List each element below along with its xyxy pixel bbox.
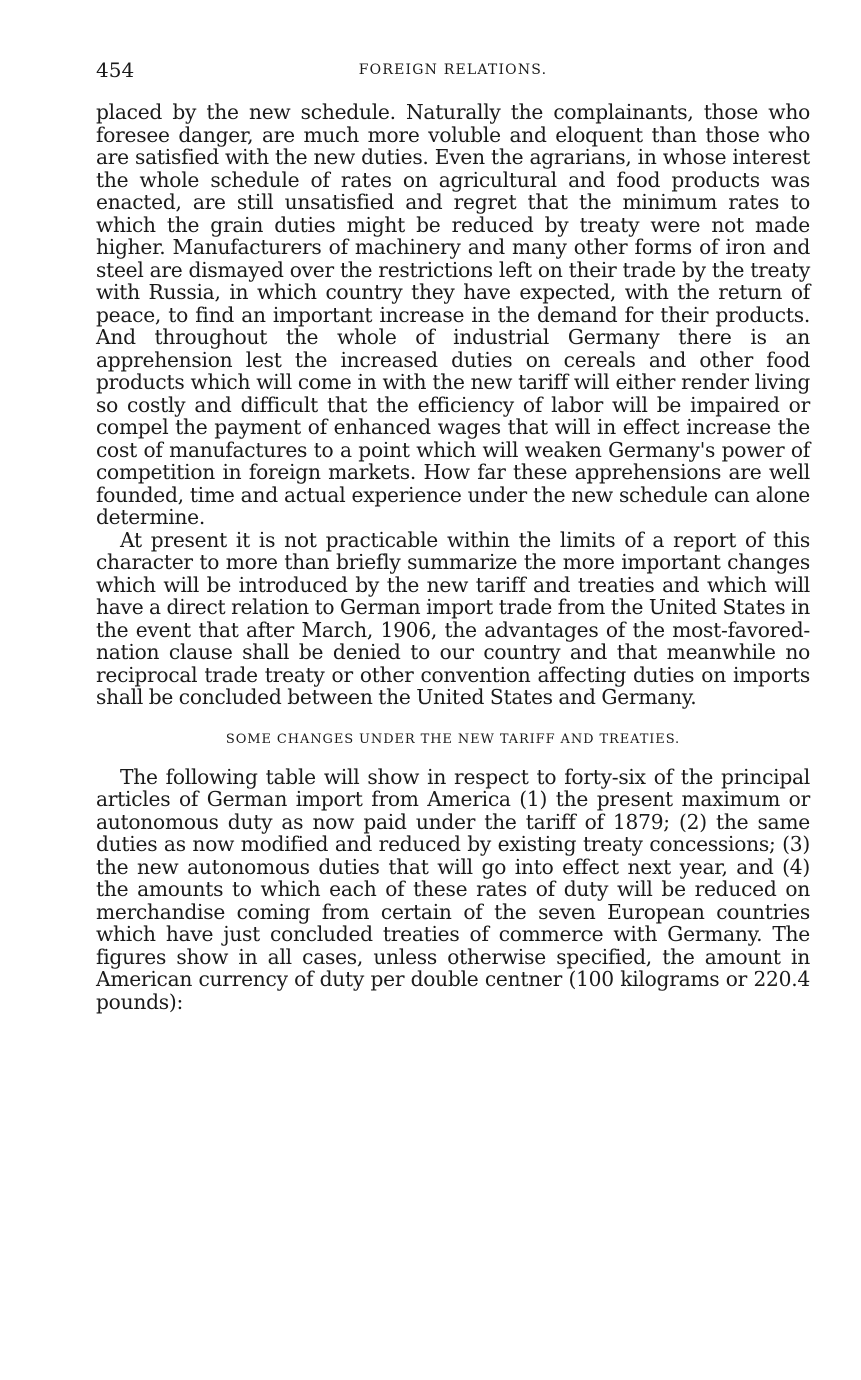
body-text [96,101,810,1013]
paragraph-summary: At present it is not practicable within the limits of a report of this character to more than briefly summarize the more important changes which will be introduced by the new tariff and treaties and which will have a direct relation to German import trade from the United States in the event that after March, 1906, the advantages of the most-favored-nation clause shall be denied to our country and that meanwhile no reciprocal trade treaty or other convention affecting duties on imports shall be concluded between the United States and Germany. [96,527,810,709]
section-heading: SOME CHANGES UNDER THE NEW TARIFF AND TREATIES. [225,731,681,747]
page-number: 454 [96,58,135,82]
page-header [96,58,810,82]
paragraph-continuation: placed by the new schedule. Naturally the complainants, those who foresee danger, are much more voluble and eloquent than those who are satisfied with the new duties. Even the agrarians, in whose interest the whole schedule of rates on agricultural and food products was enacted, are still unsatisfied and regret that the minimum rates to which the grain duties might be reduced by treaty were not made higher. Manufacturers of machinery and many other forms of iron and steel are dismayed over the restrictions left on their trade by the treaty with Russia, in which country they have expected, with the return of peace, to find an important increase in the demand for their products. And throughout the whole of industrial Germany there is an apprehension lest the increased duties on cereals and other food products which will come in with the new tariff will either render living so costly and difficult that the efficiency of labor will be impaired or compel the payment of enhanced wages that will in effect increase the cost of manufactures to a point which will weaken Germany's power of competition in foreign markets. How far these apprehensions are well founded, time and actual experience under the new schedule can alone determine. [96,100,810,529]
paragraph-table-intro: The following table will show in respect to forty-six of the principal articles of German import from America (1) the present maximum or autonomous duty as now paid under the tariff of 1879; (2) the same duties as now modified and reduced by existing treaty concessions; (3) the new autonomous duties that will go into effect next year, and (4) the amounts to which each of these rates of duty will be reduced on merchandise coming from certain of the seven European countries which have just concluded treaties of commerce with Germany. The figures show in all cases, unless otherwise specified, the amount in American currency of duty per double centner (100 kilograms or 220.4 pounds): [96,764,810,1014]
running-head: FOREIGN RELATIONS. [358,62,548,78]
